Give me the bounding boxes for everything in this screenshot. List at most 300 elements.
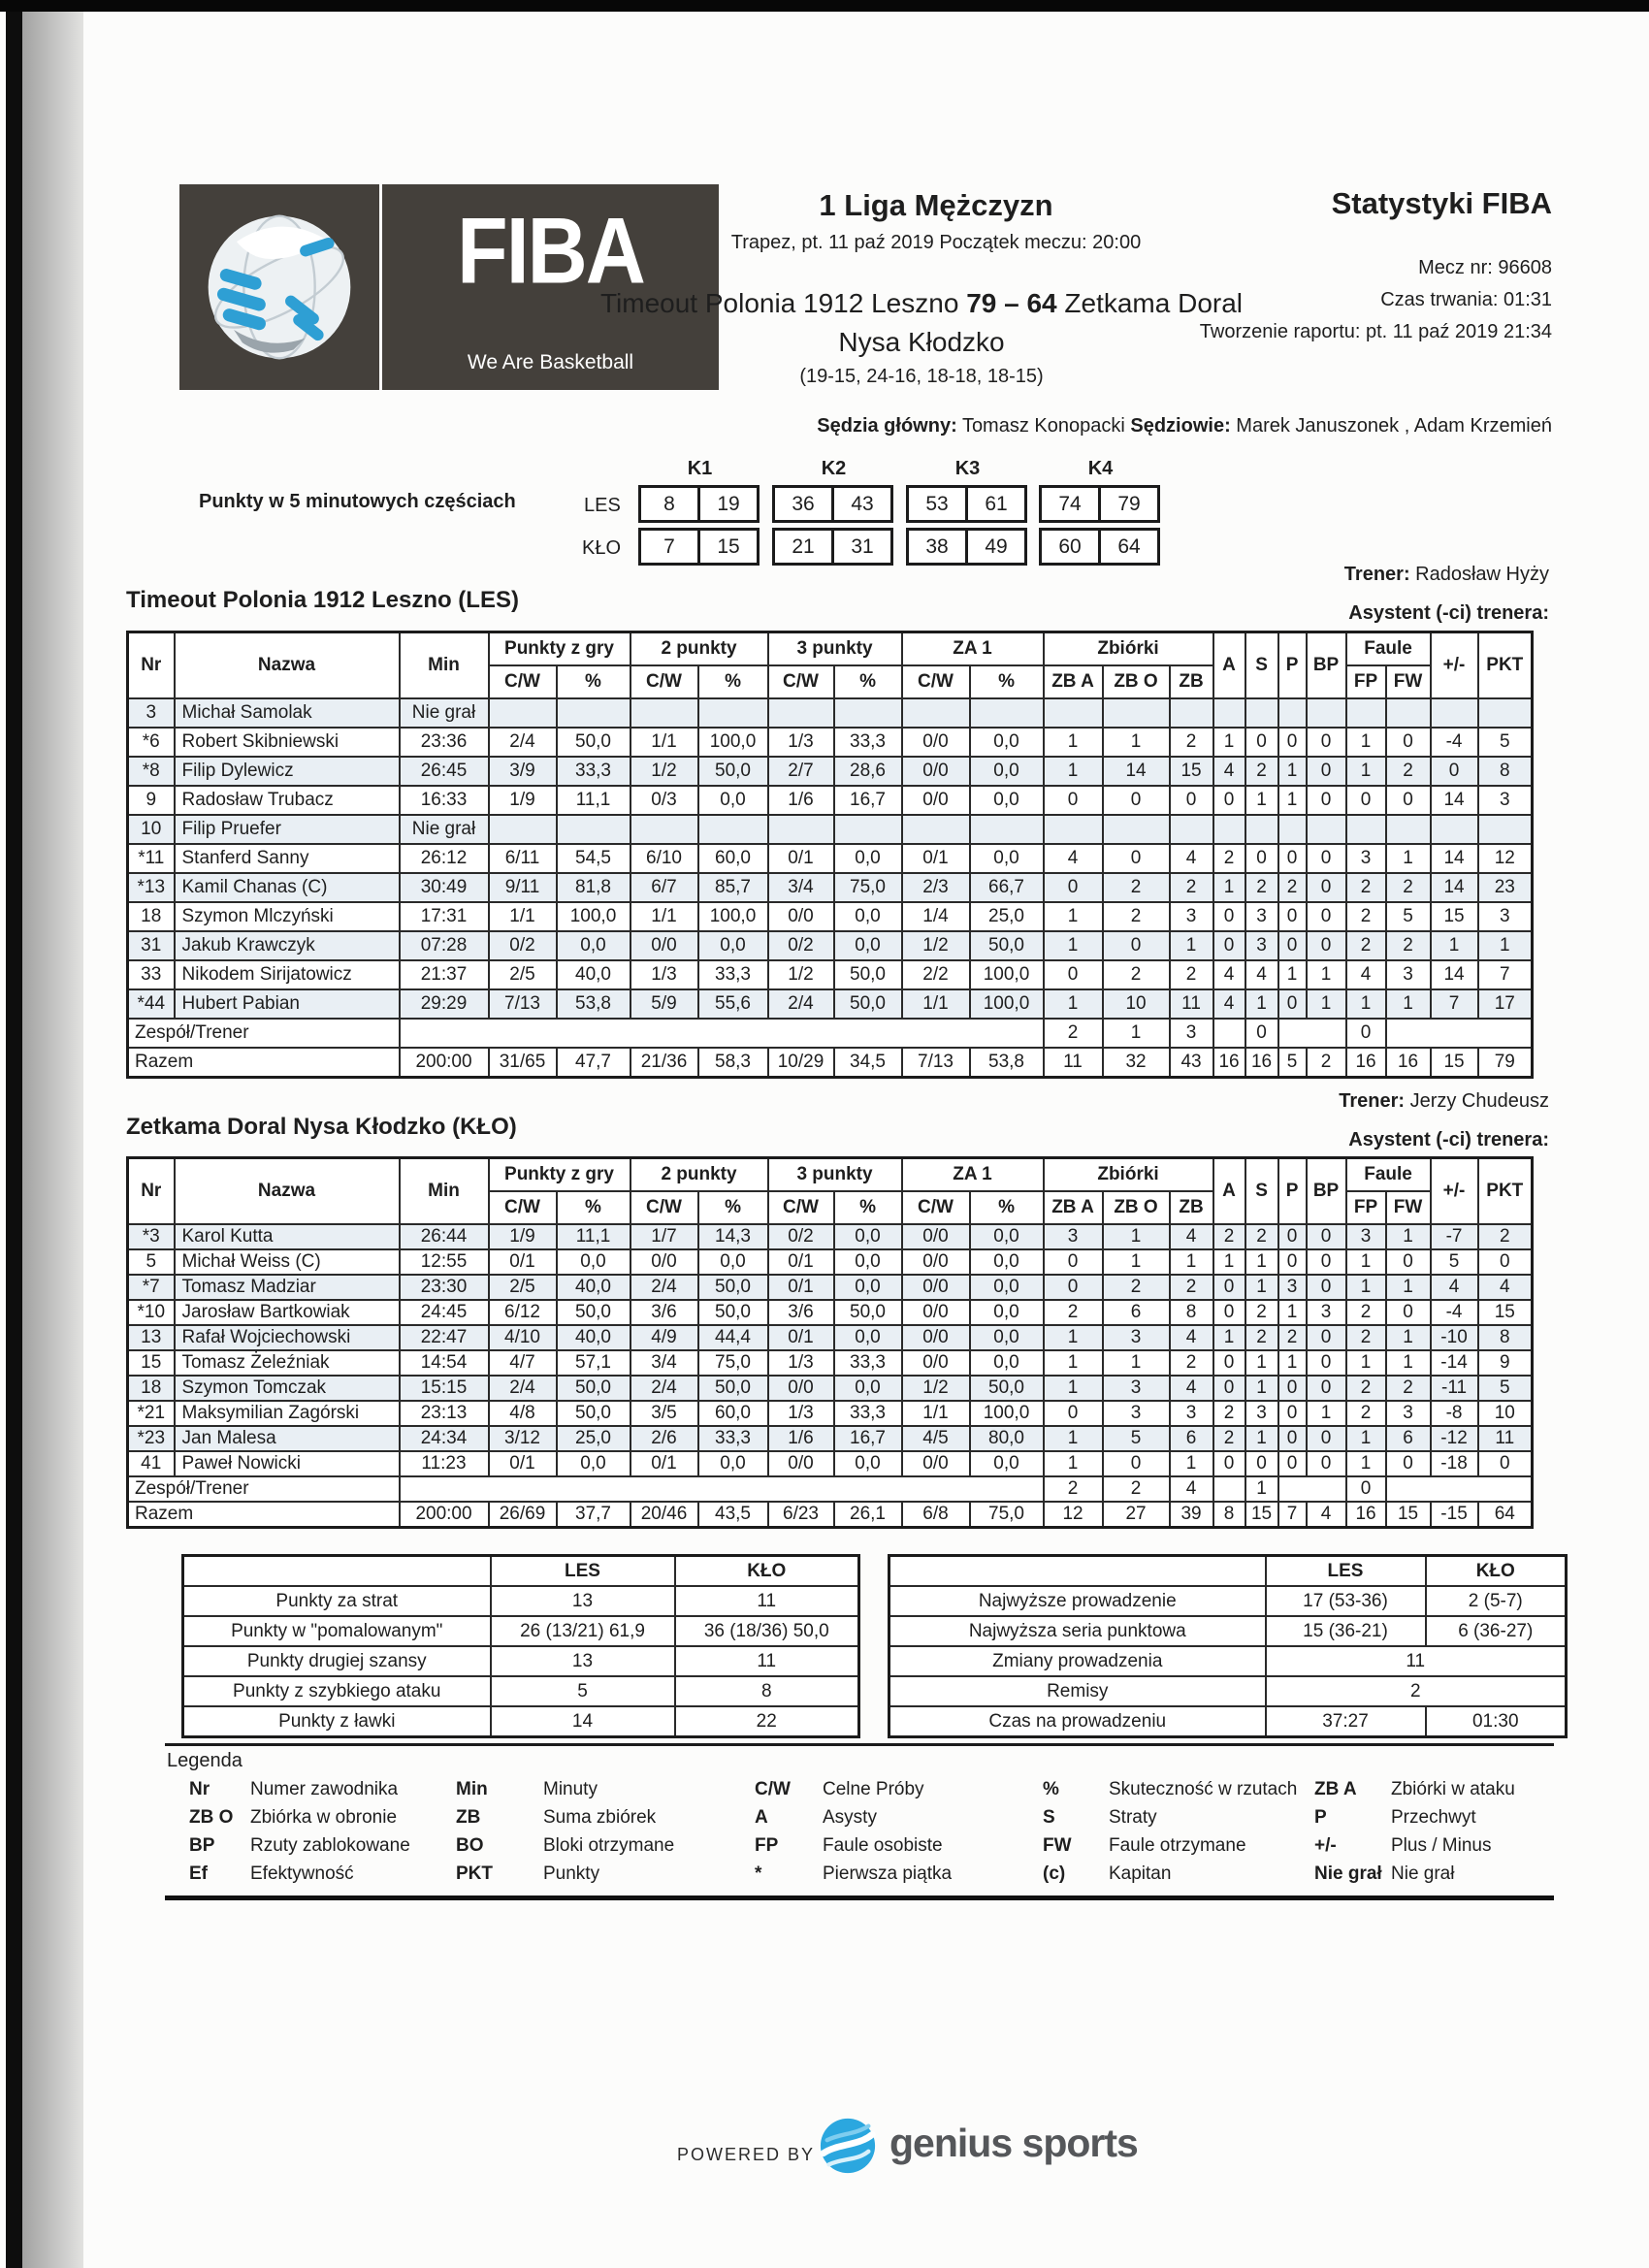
ft-made-att: 0/0 [902,757,970,786]
off-rebounds: 2 [1044,1019,1103,1048]
team2-coach-line [970,1090,1549,1113]
empty-cell [400,1019,1044,1048]
plus-minus: -14 [1431,1350,1478,1376]
divider-line [165,1743,1554,1746]
points: 1 [1478,931,1533,960]
col-points: PKT [1478,1158,1533,1225]
legend-abbr: FP [755,1835,779,1856]
legend-desc: Nie grał [1391,1863,1455,1884]
fouls-drawn: 1 [1386,1325,1431,1350]
total-rebounds [1170,698,1213,728]
col-made-attempt: C/W [902,665,970,698]
quarter-score: 53 [906,485,968,523]
empty-cell [400,1476,1044,1502]
def-rebounds: 1 [1103,1249,1170,1275]
3pt-made-att: 3/4 [768,873,834,902]
player-name: Tomasz Żeleźniak [175,1350,400,1376]
def-rebounds: 3 [1103,1401,1170,1426]
fg-made-att: 1/9 [489,1224,557,1249]
team-col-les: LES [491,1556,675,1587]
quarter-score: 36 [772,485,834,523]
blocked-shots: 0 [1307,873,1346,902]
steals: 0 [1278,1401,1307,1426]
blocked-shots: 0 [1307,1451,1346,1476]
plus-minus: 1 [1431,931,1478,960]
fouls-committed: 4 [1346,960,1386,989]
blocked-shots: 0 [1307,1376,1346,1401]
legend-desc: Celne Próby [823,1779,924,1799]
steals: 1 [1278,1300,1307,1325]
col-made-attempt: C/W [630,665,698,698]
legend-abbr: (c) [1043,1863,1066,1884]
points: 3 [1478,786,1533,815]
player-name: Hubert Pabian [175,989,400,1019]
legend-item [189,1863,410,1892]
plus-minus: -8 [1431,1401,1478,1426]
steals [1278,815,1307,844]
3pt-made-att: 0/1 [768,1275,834,1300]
player-row [128,1376,1533,1401]
steals: 5 [1278,1048,1307,1078]
summary-row [889,1616,1567,1646]
fg-made-att: 2/5 [489,1275,557,1300]
player-name: Filip Dylewicz [175,757,400,786]
player-number: *21 [128,1401,175,1426]
blocked-shots: 1 [1307,989,1346,1019]
fouls-committed: 2 [1346,931,1386,960]
match-number: Mecz nr: 96608 [1418,257,1552,278]
ft-pct: 80,0 [970,1426,1044,1451]
col-min: Min [400,1158,489,1225]
def-rebounds: 3 [1103,1376,1170,1401]
assists [1213,815,1245,844]
minutes: 07:28 [400,931,489,960]
turnovers: 3 [1245,902,1278,931]
col-assists: A [1213,632,1245,699]
legend-desc: Efektywność [250,1863,354,1884]
legend-abbr: Nie grał [1314,1863,1382,1884]
def-rebounds: 14 [1103,757,1170,786]
3pt-made-att: 0/0 [768,1451,834,1476]
period-k4: K4 [1087,458,1114,479]
fg-pct: 57,1 [557,1350,630,1376]
steals: 0 [1278,931,1307,960]
2pt-made-att: 0/1 [630,1451,698,1476]
turnovers [1245,815,1278,844]
legend-abbr: A [755,1807,768,1828]
ft-pct: 0,0 [970,1224,1044,1249]
steals: 0 [1278,989,1307,1019]
2pt-pct: 50,0 [698,757,768,786]
legend-item [755,1835,952,1863]
quarter-score: 61 [965,485,1027,523]
fg-made-att: 0/1 [489,1451,557,1476]
3pt-pct: 26,1 [834,1502,902,1528]
def-rebounds: 1 [1103,1019,1170,1048]
2pt-pct: 50,0 [698,1275,768,1300]
quarter-box [772,528,890,566]
fouls-drawn [1386,815,1431,844]
ft-pct: 0,0 [970,1350,1044,1376]
summary-label: Punkty w "pomalowanym" [183,1616,491,1646]
league-title: 1 Liga Mężczyzn [819,188,1053,222]
team-col-klo: KŁO [675,1556,859,1587]
player-number: 9 [128,786,175,815]
2pt-made-att: 0/0 [630,931,698,960]
3pt-pct: 33,3 [834,1401,902,1426]
3pt-made-att: 6/23 [768,1502,834,1528]
2pt-pct: 14,3 [698,1224,768,1249]
player-name: Jan Malesa [175,1426,400,1451]
stats-header [128,632,1533,699]
totals-label: Razem [128,1502,400,1528]
col-tot-reb: ZB [1170,665,1213,698]
player-number: *11 [128,844,175,873]
col-percent: % [557,665,630,698]
plus-minus: 5 [1431,1249,1478,1275]
2pt-pct: 58,3 [698,1048,768,1078]
col-off-reb: ZB A [1044,1191,1103,1224]
les-value: 14 [491,1706,675,1737]
col-3pt: 3 punkty [768,632,902,666]
fouls-committed [1346,698,1386,728]
turnovers: 1 [1245,1476,1278,1502]
assists: 4 [1213,757,1245,786]
legend-abbr: ZB O [189,1807,234,1828]
fouls-drawn: 3 [1386,1401,1431,1426]
2pt-pct: 50,0 [698,1300,768,1325]
3pt-made-att: 0/1 [768,1249,834,1275]
ft-pct: 0,0 [970,728,1044,757]
ft-pct: 0,0 [970,1275,1044,1300]
total-rebounds [1170,815,1213,844]
blocked-shots: 1 [1307,960,1346,989]
empty-cell [889,1556,1266,1587]
off-rebounds: 0 [1044,1401,1103,1426]
total-rebounds: 6 [1170,1426,1213,1451]
off-rebounds: 12 [1044,1502,1103,1528]
blocked-shots: 2 [1307,1048,1346,1078]
score-line [553,288,1290,388]
blocked-shots: 0 [1307,844,1346,873]
summary-label: Remisy [889,1676,1266,1706]
fg-pct: 50,0 [557,1376,630,1401]
les-value: 5 [491,1676,675,1706]
legend-item [456,1835,674,1863]
def-rebounds: 1 [1103,1224,1170,1249]
klo-value: 01:30 [1426,1706,1567,1737]
legend-desc: Zbiórka w obronie [250,1807,398,1828]
coach-name: Radosław Hyży [1415,564,1549,585]
minutes: 23:13 [400,1401,489,1426]
legend-desc: Skuteczność w rzutach [1109,1779,1298,1799]
ft-made-att [902,815,970,844]
referees-names: Marek Januszonek , Adam Krzemień [1236,415,1552,437]
les-value: 13 [491,1586,675,1616]
summary-row [183,1646,859,1676]
quarter-score: 31 [831,528,893,566]
ft-made-att: 0/0 [902,1300,970,1325]
def-rebounds: 32 [1103,1048,1170,1078]
fouls-committed: 1 [1346,728,1386,757]
blocked-shots: 4 [1307,1502,1346,1528]
fouls-committed: 2 [1346,1376,1386,1401]
turnovers: 2 [1245,757,1278,786]
plus-minus: -4 [1431,728,1478,757]
3pt-pct: 33,3 [834,1350,902,1376]
points: 64 [1478,1502,1533,1528]
col-2pt: 2 punkty [630,1158,768,1192]
assists [1213,698,1245,728]
plus-minus: -4 [1431,1300,1478,1325]
fg-pct: 37,7 [557,1502,630,1528]
fg-pct: 0,0 [557,931,630,960]
team1-stats-table [126,631,1534,1079]
legend-desc: Minuty [543,1779,598,1799]
col-fg: Punkty z gry [489,1158,630,1192]
blocked-shots: 0 [1307,902,1346,931]
2pt-made-att: 3/5 [630,1401,698,1426]
off-rebounds: 1 [1044,757,1103,786]
3pt-made-att: 1/6 [768,786,834,815]
les-value: 13 [491,1646,675,1676]
2pt-pct: 100,0 [698,728,768,757]
steals: 0 [1278,844,1307,873]
points: 5 [1478,728,1533,757]
def-rebounds: 1 [1103,1350,1170,1376]
3pt-made-att: 0/2 [768,1224,834,1249]
3pt-made-att: 1/6 [768,1426,834,1451]
points: 7 [1478,960,1533,989]
col-steals: P [1278,1158,1307,1225]
legend-item [1314,1807,1515,1835]
turnovers: 0 [1245,844,1278,873]
assists: 2 [1213,1401,1245,1426]
2pt-pct: 0,0 [698,931,768,960]
turnovers: 2 [1245,1300,1278,1325]
away-team: Zetkama Doral [1064,288,1244,318]
3pt-pct: 0,0 [834,844,902,873]
player-name: Nikodem Sirijatowicz [175,960,400,989]
plus-minus [1431,698,1478,728]
turnovers: 1 [1245,1350,1278,1376]
player-number: 3 [128,698,175,728]
player-number: *8 [128,757,175,786]
genius-sports-icon [818,2116,878,2181]
ft-made-att: 0/0 [902,786,970,815]
3pt-made-att: 3/6 [768,1300,834,1325]
points: 4 [1478,1275,1533,1300]
2pt-pct [698,698,768,728]
col-fg: Punkty z gry [489,632,630,666]
player-number: *23 [128,1426,175,1451]
summary-label: Punkty z szybkiego ataku [183,1676,491,1706]
legend-item [1314,1863,1515,1892]
col-plusminus: +/- [1431,632,1478,699]
summary-row [183,1616,859,1646]
fg-made-att: 3/12 [489,1426,557,1451]
legend-abbr: BO [456,1835,484,1856]
off-rebounds: 0 [1044,1275,1103,1300]
col-fouls: Faule [1346,632,1431,666]
ft-made-att: 1/2 [902,1376,970,1401]
player-name: Maksymilian Zagórski [175,1401,400,1426]
divider-line-thick [165,1895,1554,1900]
off-rebounds: 1 [1044,1350,1103,1376]
ft-pct: 0,0 [970,1325,1044,1350]
assists: 4 [1213,989,1245,1019]
player-number: *13 [128,873,175,902]
3pt-pct: 50,0 [834,989,902,1019]
fg-made-att: 6/11 [489,844,557,873]
page-title: Statystyki FIBA [1331,186,1552,220]
player-number: 10 [128,815,175,844]
quarter-row-team-klo: KŁO [582,537,622,559]
plus-minus: -7 [1431,1224,1478,1249]
minutes: 17:31 [400,902,489,931]
plus-minus: -11 [1431,1376,1478,1401]
fouls-drawn: 6 [1386,1426,1431,1451]
steals [1278,698,1307,728]
team1-coach-line [970,564,1549,586]
ft-pct: 0,0 [970,786,1044,815]
fg-made-att: 6/12 [489,1300,557,1325]
points: 3 [1478,902,1533,931]
col-min: Min [400,632,489,699]
team-col-les: LES [1266,1556,1426,1587]
team1-title: Timeout Polonia 1912 Leszno (LES) [126,587,519,613]
total-rebounds: 4 [1170,844,1213,873]
3pt-made-att: 2/4 [768,989,834,1019]
legend-desc: Zbiórki w ataku [1391,1779,1515,1799]
quarter-box [638,485,757,523]
assists: 0 [1213,1350,1245,1376]
summary-row [183,1706,859,1737]
fouls-committed: 1 [1346,757,1386,786]
3pt-made-att [768,698,834,728]
plus-minus [1431,815,1478,844]
shared-value: 2 [1266,1676,1567,1706]
turnovers: 16 [1245,1048,1278,1078]
player-row [128,1401,1533,1426]
2pt-made-att: 6/7 [630,873,698,902]
blocked-shots: 0 [1307,1275,1346,1300]
fouls-committed: 2 [1346,1325,1386,1350]
col-fouls-committed: FP [1346,665,1386,698]
3pt-pct: 0,0 [834,1224,902,1249]
les-value: 26 (13/21) 61,9 [491,1616,675,1646]
legend-abbr: % [1043,1779,1059,1799]
player-row [128,1300,1533,1325]
legend-abbr: ZB A [1314,1779,1357,1799]
off-rebounds: 11 [1044,1048,1103,1078]
2pt-made-att: 1/2 [630,757,698,786]
3pt-made-att: 1/2 [768,960,834,989]
fg-pct: 25,0 [557,1426,630,1451]
ft-pct: 66,7 [970,873,1044,902]
3pt-pct [834,698,902,728]
summary-row [889,1706,1567,1737]
fg-pct: 50,0 [557,1300,630,1325]
home-team: Timeout Polonia 1912 Leszno [599,288,959,318]
fouls-committed: 1 [1346,989,1386,1019]
steals: 2 [1278,1325,1307,1350]
minutes: 21:37 [400,960,489,989]
quarter-score: 38 [906,528,968,566]
off-rebounds [1044,698,1103,728]
def-rebounds [1103,815,1170,844]
powered-by-label: POWERED BY [677,2145,816,2164]
empty-cell [1213,1019,1245,1048]
ft-pct: 0,0 [970,844,1044,873]
legend-item [1043,1863,1297,1892]
player-number: 41 [128,1451,175,1476]
fg-made-att: 1/9 [489,786,557,815]
off-rebounds: 2 [1044,1476,1103,1502]
col-percent: % [698,665,768,698]
def-rebounds: 0 [1103,786,1170,815]
fouls-committed [1346,815,1386,844]
points: 11 [1478,1426,1533,1451]
2pt-pct: 55,6 [698,989,768,1019]
ft-made-att: 0/0 [902,1451,970,1476]
2pt-made-att: 2/4 [630,1376,698,1401]
fg-made-att: 26/69 [489,1502,557,1528]
blocked-shots: 0 [1307,931,1346,960]
off-rebounds: 1 [1044,1376,1103,1401]
summary-label: Czas na prowadzeniu [889,1706,1266,1737]
assists: 2 [1213,844,1245,873]
fg-pct: 50,0 [557,728,630,757]
col-made-attempt: C/W [768,1191,834,1224]
col-off-reb: ZB A [1044,665,1103,698]
legend-desc: Faule otrzymane [1109,1835,1246,1856]
2pt-pct: 44,4 [698,1325,768,1350]
total-rebounds: 4 [1170,1376,1213,1401]
2pt-pct: 85,7 [698,873,768,902]
fouls-drawn: 2 [1386,931,1431,960]
turnovers: 1 [1245,786,1278,815]
total-rebounds: 0 [1170,786,1213,815]
coach-name: Jerzy Chudeusz [1409,1090,1549,1112]
def-rebounds: 2 [1103,1476,1170,1502]
col-def-reb: ZB O [1103,1191,1170,1224]
col-3pt: 3 punkty [768,1158,902,1192]
klo-value: 11 [675,1586,859,1616]
player-number: 15 [128,1350,175,1376]
plus-minus: 0 [1431,757,1478,786]
fg-made-att: 4/7 [489,1350,557,1376]
legend-abbr: Min [456,1779,488,1799]
quarter-box [906,528,1024,566]
col-made-attempt: C/W [489,665,557,698]
blocked-shots: 0 [1307,1350,1346,1376]
col-tot-reb: ZB [1170,1191,1213,1224]
2pt-pct: 0,0 [698,1451,768,1476]
3pt-made-att: 0/1 [768,1325,834,1350]
total-rebounds: 1 [1170,1451,1213,1476]
2pt-pct: 33,3 [698,960,768,989]
legend-item [456,1807,674,1835]
ft-made-att: 7/13 [902,1048,970,1078]
coach-label: Trener: [1343,564,1410,585]
plus-minus: 14 [1431,844,1478,873]
turnovers: 0 [1245,1451,1278,1476]
fouls-drawn: 3 [1386,960,1431,989]
minutes: 24:34 [400,1426,489,1451]
klo-value: 2 (5-7) [1426,1586,1567,1616]
2pt-pct: 100,0 [698,902,768,931]
